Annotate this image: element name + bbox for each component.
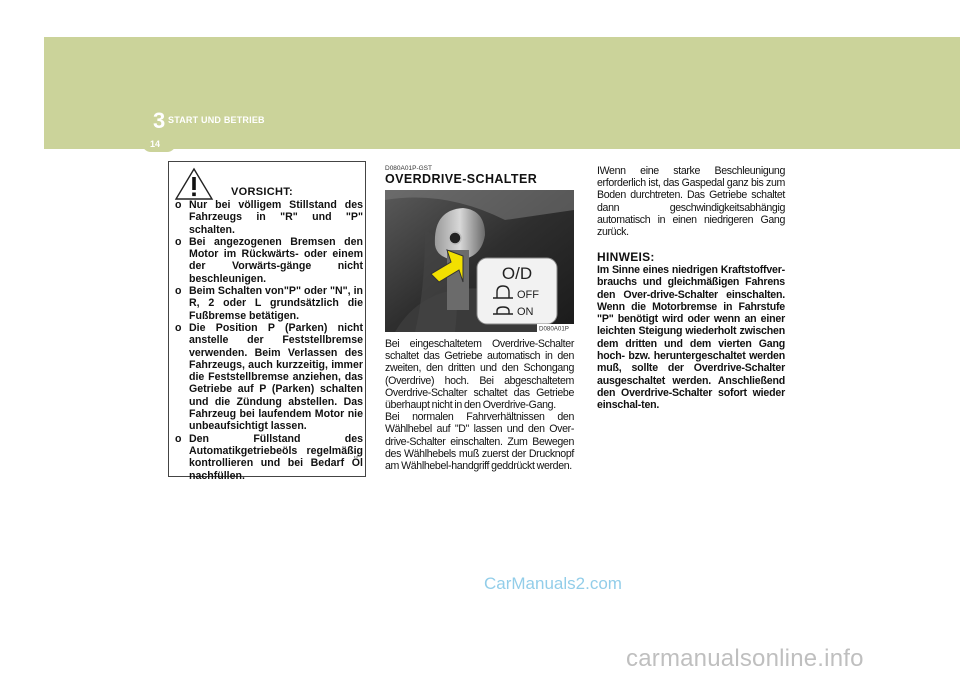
note-title: HINWEIS: (597, 250, 655, 264)
warning-item: o Beim Schalten von"P" oder "N", in R, 2 oder L grundsätzlich die Fußbremse betätigen. (175, 285, 363, 322)
section-body (385, 338, 574, 472)
bullet: o (175, 235, 182, 248)
section-paragraph: Bei eingeschaltetem Overdrive-Schalter schaltet das Getriebe automatisch in den zweiten, den dritten und den Schongang (Overdrive) hoch. Bei abgeschaltetem Overdrive-Schalter schaltet das Getriebe überhaupt nicht in den Overdrive-Gang. (385, 338, 574, 412)
overdrive-switch-photo (385, 190, 574, 332)
on-label: ON (517, 306, 534, 318)
warning-item: o Die Position P (Parken) nicht anstelle der Feststellbremse verwenden. Beim Verlassen des Fahrzeugs, auch kurzzeitig, immer die Feststellbremse anziehen, das Getriebe auf P (Parken) schalten und die Zündung abstellen. Das Fahrzeug bei laufendem Motor nie unbeaufsichtigt lassen. (175, 321, 363, 433)
warning-list (175, 199, 363, 482)
bullet: o (175, 285, 182, 298)
section-paragraph: Bei normalen Fahrverhältnissen den Wählhebel auf "D" lassen und den Over-drive-Schalter einschalten. Zum Bewegen des Wählhebels muß zuerst der Drucknopf am Wählhebel-handgriff geddrückt werden. (385, 411, 574, 473)
note-text: Im Sinne eines niedrigen Kraftstoffver-brauchs und gleichmäßigen Fahrens den Over-drive-Schalter einschalten. Wenn die Motorbremse in Fahrstufe "P" benötigt wird oder wenn an einer leichten Steigung wiederholt zwischen dem dritten und dem vierten Gang hoch- bzw. heruntergeschaltet werden muß, sollte der Overdrive-Schalter ausgeschaltet werden. Anschließend den Overdrive-Schalter sofort wieder einschal-ten. (597, 264, 785, 412)
watermark-top[interactable]: CarManuals2.com (484, 574, 622, 593)
right-body (597, 165, 785, 238)
watermark-bottom[interactable]: carmanualsonline.info (626, 645, 864, 672)
warning-item: o Den Füllstand des Automatikgetriebeöls regelmäßig kontrollieren und bei Bedarf Öl nachfüllen. (175, 432, 363, 482)
chapter-number: 3 (153, 108, 166, 133)
right-paragraph: IWenn eine starke Beschleunigung erforderlich ist, das Gaspedal ganz bis zum Boden durchtreten. Das Getriebe schaltet dann geschwindigkeitsabhängig automatisch in einen niedrigeren Gang zurück. (597, 165, 785, 239)
off-label: OFF (517, 289, 539, 301)
chapter-title: START UND BETRIEB (168, 115, 265, 125)
section-code: D080A01P-GST (385, 165, 432, 172)
bullet: o (175, 432, 182, 445)
figure-code: D080A01P (539, 325, 569, 332)
warning-item: o Nur bei völligem Stillstand des Fahrzeugs in "R" und "P" schalten. (175, 199, 363, 236)
od-label: O/D (501, 264, 533, 283)
header-band (44, 37, 960, 149)
bullet: o (175, 321, 182, 334)
od-button (449, 232, 461, 244)
section-title: OVERDRIVE-SCHALTER (385, 172, 538, 186)
warning-item: o Bei angezogenen Bremsen den Motor im Rückwärts- oder einem der Vorwärts-gänge nicht beschleunigen. (175, 235, 363, 285)
bullet: o (175, 199, 182, 211)
warning-triangle-icon (174, 167, 214, 201)
page-number: 14 (150, 139, 161, 149)
warning-title: VORSICHT: (231, 186, 293, 198)
